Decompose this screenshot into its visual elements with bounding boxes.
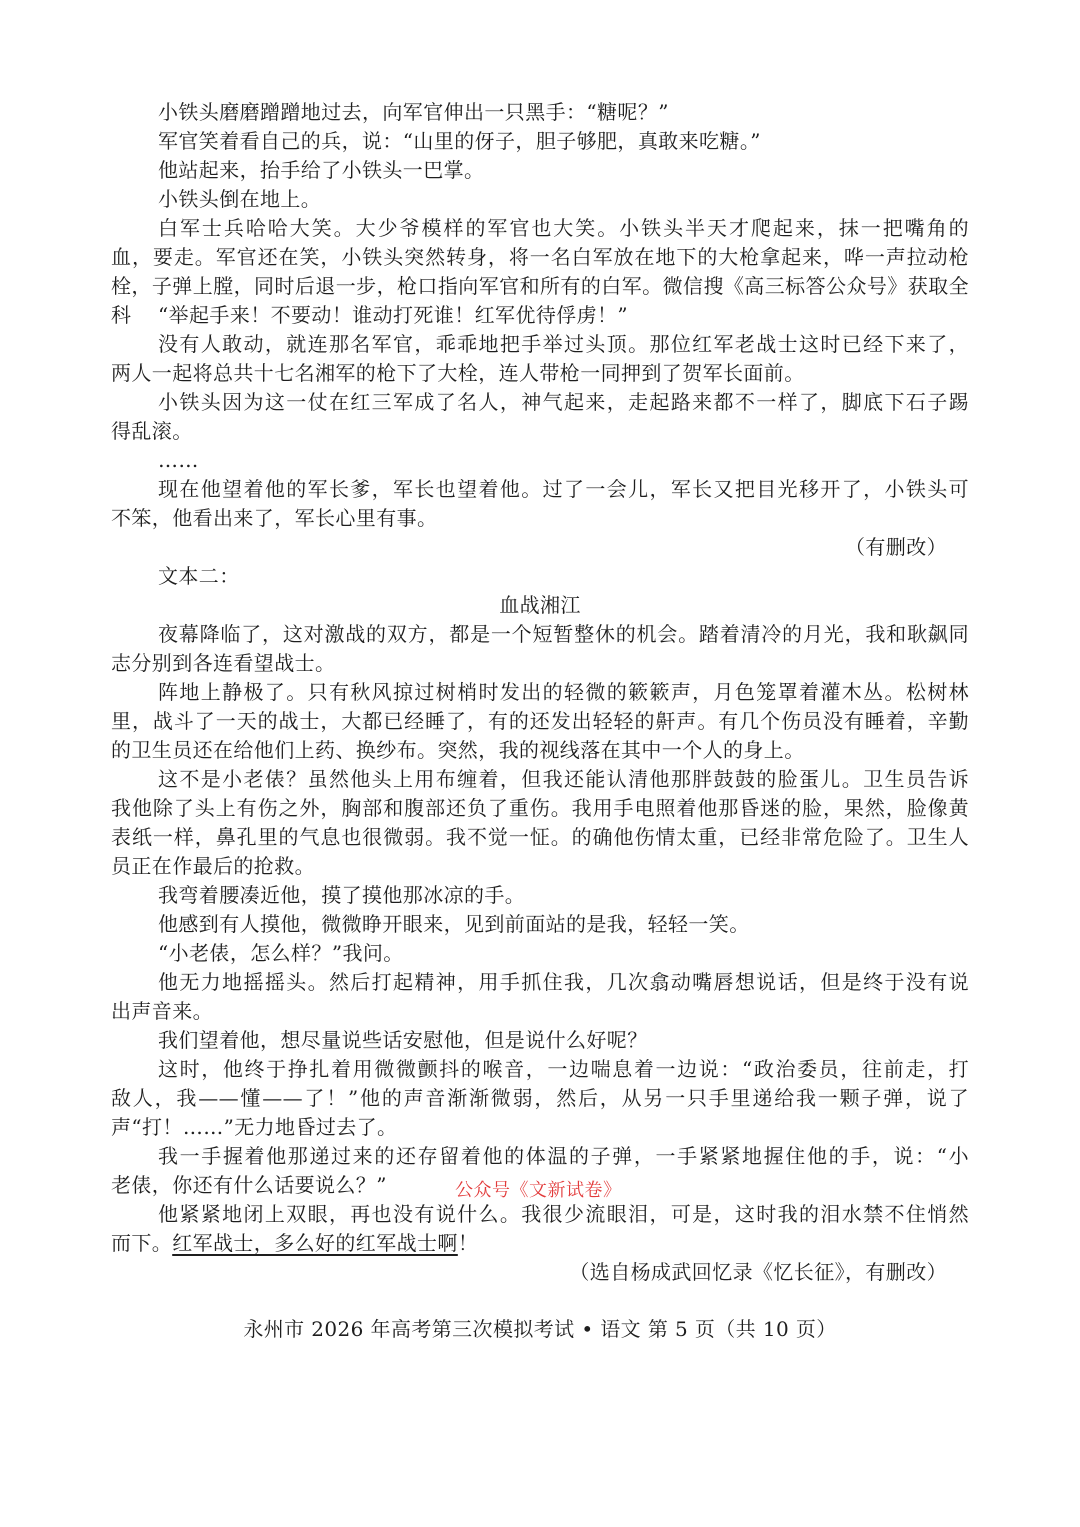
- paragraph-line: 他站起来，抬手给了小铁头一巴掌。: [158, 158, 485, 182]
- paragraph-line: 栓，子弹上膛，同时后退一步，枪口指向军官和所有的白军。微信搜《高三标答公众号》获取全科: [111, 274, 969, 327]
- paragraph-line: 小铁头磨磨蹭蹭地过去，向军官伸出一只黑手：“糖呢？”: [158, 100, 669, 124]
- paragraph-line: 我们望着他，想尽量说些话安慰他，但是说什么好呢？: [158, 1028, 648, 1052]
- page-footer: 永州市 2026 年高考第三次模拟考试 • 语文 第 5 页（共 10 页）: [243, 1317, 837, 1341]
- paragraph-line: 这不是小老俵？虽然他头上用布缠着，但我还能认清他那胖鼓鼓的脸蛋儿。卫生员告诉: [158, 767, 969, 791]
- paragraph-line: 员正在作最后的抢救。: [111, 854, 315, 878]
- section-title: 血战湘江: [499, 593, 581, 617]
- paragraph-line: 不笨，他看出来了，军长心里有事。: [111, 506, 438, 530]
- edit-note: （有删改）: [845, 535, 947, 559]
- paragraph-line: 两人一起将总共十七名湘军的枪下了大栓，连人带枪一同押到了贺军长面前。: [111, 361, 805, 385]
- paragraph-line: 这时，他终于挣扎着用微微颤抖的喉音，一边喘息着一边说：“政治委员，往前走，打: [158, 1057, 969, 1081]
- paragraph-line: 我弯着腰凑近他，摸了摸他那冰凉的手。: [158, 883, 526, 907]
- section-label: 文本二：: [158, 564, 240, 588]
- paragraph-line: 我他除了头上有伤之外，胸部和腹部还负了重伤。我用手电照着他那昏迷的脸，果然，脸像黄: [111, 796, 969, 820]
- underlined-sentence: 红军战士，多么好的红军战士啊: [172, 1231, 458, 1255]
- paragraph-line: [111, 1229, 969, 1258]
- paragraph-line: 现在他望着他的军长爹，军长也望着他。过了一会儿，军长又把目光移开了，小铁头可: [158, 477, 969, 501]
- ellipsis-line: ……: [158, 448, 199, 472]
- paragraph-line: 他紧紧地闭上双眼，再也没有说什么。我很少流眼泪，可是，这时我的泪水禁不住悄然: [158, 1202, 969, 1226]
- paragraph-line: 夜幕降临了，这对激战的双方，都是一个短暂整休的机会。踏着清冷的月光，我和耿飙同: [158, 622, 969, 646]
- paragraph-line: “小老俵，怎么样？”我问。: [158, 941, 404, 965]
- paragraph-line: 声“打！……”无力地昏过去了。: [111, 1115, 398, 1139]
- paragraph-line: 没有人敢动，就连那名军官，乖乖地把手举过头顶。那位红军老战士这时已经下来了，: [158, 332, 969, 356]
- paragraph-line: 我一手握着他那递过来的还存留着他的体温的子弹，一手紧紧地握住他的手，说：“小: [158, 1144, 969, 1168]
- paragraph-line: 他感到有人摸他，微微睁开眼来，见到前面站的是我，轻轻一笑。: [158, 912, 750, 936]
- paragraph-line: 出声音来。: [111, 999, 213, 1023]
- paragraph-text: ！: [457, 1231, 479, 1255]
- paragraph-line: 表纸一样，鼻孔里的气息也很微弱。我不觉一怔。的确他伤情太重，已经非常危险了。卫生人: [111, 825, 969, 849]
- paragraph-line: 的卫生员还在给他们上药、换纱布。突然，我的视线落在其中一个人的身上。: [111, 738, 805, 762]
- paragraph-line: 白军士兵哈哈大笑。大少爷模样的军官也大笑。小铁头半天才爬起来，抹一把嘴角的: [158, 216, 969, 240]
- paragraph-line: 小铁头倒在地上。: [158, 187, 322, 211]
- paragraph-line: 小铁头因为这一仗在红三军成了名人，神气起来，走起路来都不一样了，脚底下石子踢: [158, 390, 969, 414]
- paragraph-line: 里，战斗了一天的战士，大都已经睡了，有的还发出轻轻的鼾声。有几个伤员没有睡着，辛勤: [111, 709, 969, 733]
- paragraph-line: 阵地上静极了。只有秋风掠过树梢时发出的轻微的簌簌声，月色笼罩着灌木丛。松树林: [158, 680, 969, 704]
- paragraph-line: 军官笑着看自己的兵，说：“山里的伢子，胆子够肥，真敢来吃糖。”: [158, 129, 761, 153]
- paragraph-text: 而下。: [111, 1231, 173, 1255]
- watermark-text: 公众号《文新试卷》: [455, 1180, 622, 1201]
- page-content: [111, 98, 969, 1287]
- paragraph-line: “举起手来！不要动！谁动打死谁！红军优待俘虏！”: [158, 303, 629, 327]
- paragraph-line: 他无力地摇摇头。然后打起精神，用手抓住我，几次翕动嘴唇想说话，但是终于没有说: [158, 970, 969, 994]
- paragraph-line: 老俵，你还有什么话要说么？”: [111, 1173, 387, 1197]
- paragraph-line: 志分别到各连看望战士。: [111, 651, 336, 675]
- paragraph-line: 得乱滚。: [111, 419, 193, 443]
- paragraph-line: 血，要走。军官还在笑，小铁头突然转身，将一名白军放在地下的大枪拿起来，哗一声拉动枪: [111, 245, 969, 269]
- paragraph-line: 敌人，我——懂——了！”他的声音渐渐微弱，然后，从另一只手里递给我一颗子弹，说了: [111, 1086, 969, 1110]
- source-citation: （选自杨成武回忆录《忆长征》，有删改）: [569, 1260, 947, 1284]
